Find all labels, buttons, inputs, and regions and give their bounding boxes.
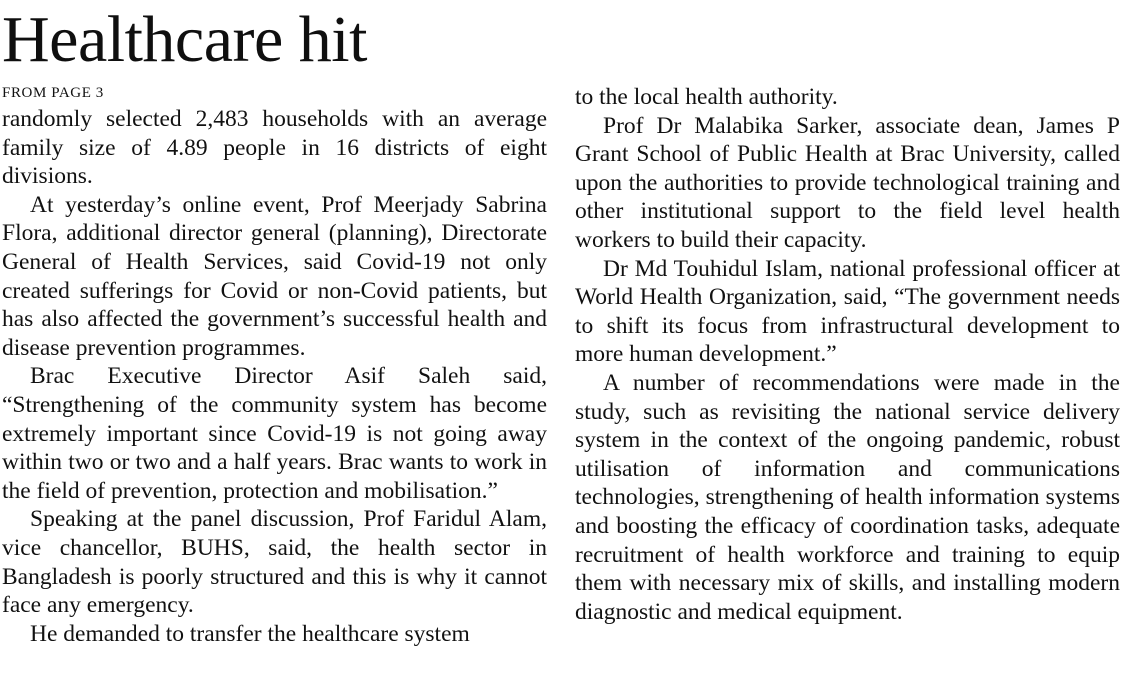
jump-line: FROM PAGE 3 (2, 85, 104, 101)
paragraph: randomly selected 2,483 households with an average family size of 4.89 people in 16 districts of eight divisions. (2, 106, 547, 190)
article-column-left (2, 105, 547, 693)
paragraph: to the local health authority. (575, 84, 838, 110)
paragraph: Brac Executive Director Asif Saleh said, “Strengthening of the community system has become extremely important since Covid-19 is not going away within two or two and a half years. Brac wants to work in the field of prevention, protection and mobilisation.” (2, 363, 547, 504)
paragraph: Prof Dr Malabika Sarker, associate dean, James P Grant School of Public Health at Brac University, called upon the authorities to provide technological training and other institutional support to the field level health workers to build their capacity. (575, 112, 1120, 253)
paragraph: A number of recommendations were made in the study, such as revisiting the national service delivery system in the context of the ongoing pandemic, robust utilisation of information and communications technologies, strengthening of health information systems and boosting the efficacy of coordination tasks, adequate recruitment of health workforce and training to equip them with necessary mix of skills, and installing modern diagnostic and medical equipment. (575, 369, 1120, 625)
headline: Healthcare hit (2, 3, 367, 76)
article-column-right (575, 83, 1120, 691)
paragraph: He demanded to transfer the healthcare system (30, 620, 470, 647)
paragraph: Dr Md Touhidul Islam, national professional officer at World Health Organization, said, “The government needs to shift its focus from infrastructural development to more human development.” (575, 255, 1120, 368)
paragraph: At yesterday’s online event, Prof Meerjady Sabrina Flora, additional director general (planning), Directorate General of Health Services, said Covid-19 not only created sufferings for Covid or non-Covid patients, but has also affected the government’s successful health and disease prevention programmes. (2, 191, 547, 361)
paragraph: Speaking at the panel discussion, Prof Faridul Alam, vice chancellor, BUHS, said, the health sector in Bangladesh is poorly structured and this is why it cannot face any emergency. (2, 506, 547, 619)
